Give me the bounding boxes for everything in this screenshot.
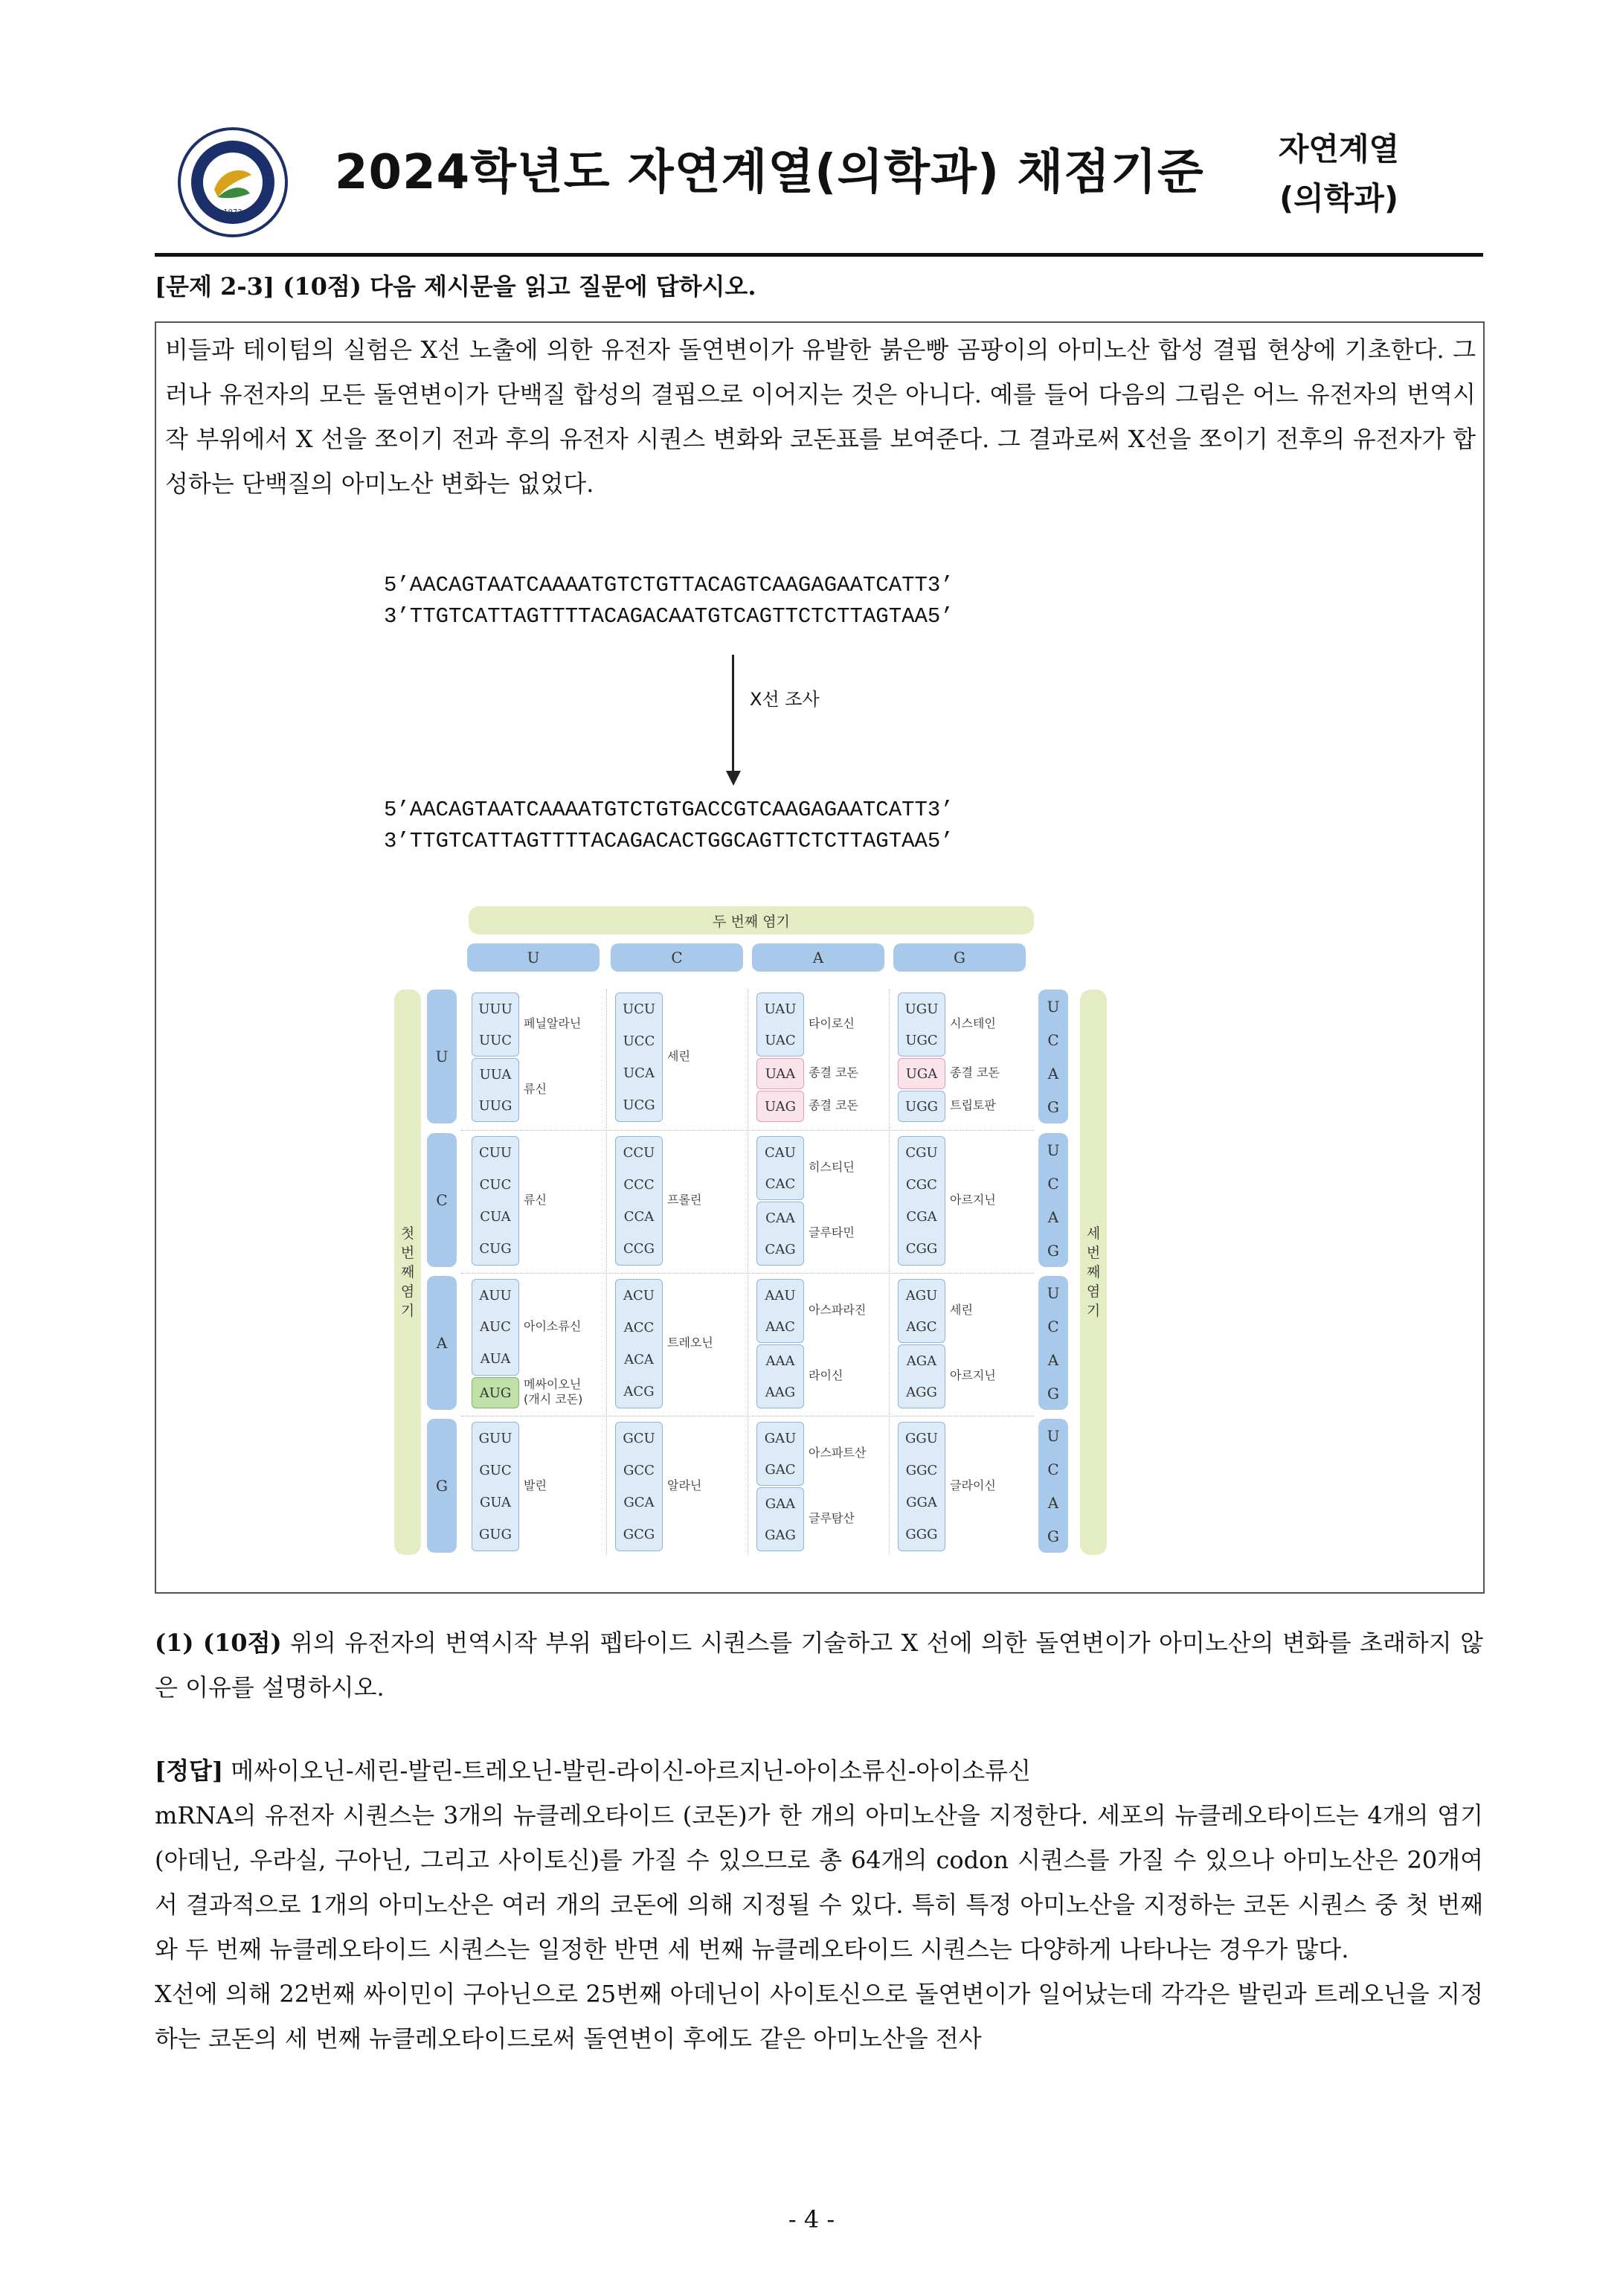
question-points: (10점) [283, 272, 361, 301]
codon-group [472, 1422, 519, 1551]
codon-group [756, 1091, 804, 1122]
codon-group [898, 1136, 945, 1266]
codon-CUU: CUU [478, 1145, 512, 1161]
codon-ACG: ACG [623, 1384, 655, 1399]
amino-acid-label [950, 1368, 996, 1383]
codon-group [756, 1422, 804, 1486]
codon-GGG: GGG [905, 1527, 938, 1542]
codon-CCC: CCC [623, 1177, 655, 1193]
third-base-column [1038, 1419, 1068, 1553]
codon-CGA: CGA [906, 1209, 937, 1225]
first-base-C: C [427, 1133, 457, 1267]
codon-UUA: UUA [479, 1066, 512, 1083]
third-base-C: C [1047, 1460, 1059, 1478]
codon-CUG: CUG [479, 1241, 512, 1257]
codon-UUG: UUG [478, 1097, 512, 1114]
third-base-header: 세 번 째 염 기 [1080, 990, 1107, 1555]
codon-ACA: ACA [624, 1352, 654, 1367]
first-base-G: G [427, 1419, 457, 1553]
amino-acid-label [950, 1478, 996, 1493]
amino-acid-note: (개시 코돈) [524, 1392, 583, 1406]
codon-group [472, 1058, 519, 1122]
amino-acid-name: 발린 [524, 1478, 547, 1492]
university-logo [177, 126, 289, 238]
amino-acid-label [667, 1049, 690, 1064]
second-base-C: C [611, 943, 743, 972]
codon-AAA: AAA [765, 1353, 795, 1369]
amino-acid-name: 세린 [667, 1049, 690, 1063]
answer-peptide: 메싸이오닌-세린-발린-트레오닌-발린-라이신-아르지닌-아이소류신-아이소류신 [231, 1757, 1031, 1785]
amino-acid-name: 종결 코돈 [809, 1098, 858, 1112]
amino-acid-label [950, 1303, 973, 1318]
codon-ACU: ACU [623, 1288, 655, 1303]
codon-CUC: CUC [479, 1177, 512, 1193]
amino-acid-label [950, 1016, 996, 1031]
question-prompt: 다음 제시문을 읽고 질문에 답하시오. [370, 272, 756, 301]
amino-acid-label [809, 1303, 866, 1318]
amino-acid-name: 타이로신 [809, 1016, 855, 1030]
page-number: - 4 - [788, 2205, 835, 2234]
codon-group [756, 1202, 804, 1266]
codon-AGG: AGG [906, 1384, 937, 1400]
codon-UCA: UCA [623, 1065, 655, 1081]
codon-GAA: GAA [765, 1495, 796, 1512]
amino-acid-label [524, 1016, 581, 1031]
codon-AAC: AAC [765, 1318, 795, 1335]
amino-acid-name: 글라이신 [950, 1478, 996, 1492]
codon-group [756, 993, 804, 1056]
codon-group [898, 1091, 945, 1122]
amino-acid-label [950, 1193, 996, 1208]
grid-divider-vertical [606, 990, 607, 1555]
codon-GCG: GCG [623, 1527, 655, 1542]
amino-acid-name: 메싸이오닌 [524, 1377, 582, 1391]
grid-divider-horizontal [461, 1130, 1034, 1131]
amino-acid-label [667, 1478, 701, 1493]
amino-acid-name: 트립토판 [950, 1098, 996, 1112]
amino-acid-name: 페닐알라닌 [524, 1016, 582, 1030]
codon-CAA: CAA [765, 1210, 795, 1226]
codon-GAG: GAG [765, 1527, 796, 1543]
amino-acid-label [524, 1193, 547, 1208]
codon-UAG: UAG [765, 1098, 796, 1115]
sequence-before-bottom: 3’TTGTCATTAGTTTTACAGACAATGTCAGTTCTCTTAGTAA5’ [384, 604, 954, 629]
amino-acid-label [950, 1065, 1000, 1080]
category-label [1264, 125, 1413, 223]
xray-label: X선 조사 [750, 689, 820, 710]
second-base-A: A [752, 943, 884, 972]
codon-group [472, 1279, 519, 1376]
codon-UGC: UGC [905, 1032, 938, 1048]
codon-UCU: UCU [622, 1001, 656, 1017]
codon-CCU: CCU [623, 1145, 655, 1161]
codon-group [472, 1136, 519, 1266]
second-base-U: U [467, 943, 600, 972]
question-label: [문제 2-3] [155, 272, 275, 301]
codon-group [615, 993, 663, 1122]
amino-acid-name: 글루탐산 [809, 1511, 855, 1525]
amino-acid-name: 알라닌 [667, 1478, 702, 1492]
codon-AAG: AAG [765, 1384, 796, 1400]
third-base-column [1038, 1276, 1068, 1410]
codon-AUA: AUA [480, 1351, 511, 1367]
codon-group [898, 1279, 945, 1343]
codon-UCG: UCG [623, 1097, 655, 1113]
amino-acid-label [809, 1065, 858, 1080]
codon-table [394, 906, 1108, 1553]
amino-acid-label [524, 1082, 547, 1097]
codon-GCC: GCC [623, 1463, 655, 1478]
amino-acid-name: 종결 코돈 [950, 1065, 1000, 1080]
third-base-U: U [1047, 1141, 1060, 1159]
codon-UGU: UGU [904, 1001, 939, 1017]
sequence-after-top: 5’AACAGTAATCAAAATGTCTGTGACCGTCAAGAGAATCATT3’ [384, 798, 954, 822]
codon-AUU: AUU [479, 1287, 512, 1303]
category-line-1: 자연계열 [1278, 131, 1400, 167]
answer-paragraph-1: mRNA의 유전자 시퀀스는 3개의 뉴클레오타이드 (코돈)가 한 개의 아미노산을 지정한다. 세포의 뉴클레오타이드는 4개의 염기 (아데닌, 우라실, 구아닌, 그리고 사이토신)를 가질 수 있으므로 총 64개의 codon 시퀀스를 가질 수 있으나 아미노산은 20개여서 결과적으로 1개의 아미노산은 여러 개의 코돈에 의해 지정될 수 있다. 특히 특정 아미노산을 지정하는 코돈 시퀀스 중 첫 번째와 두 번째 뉴클레오타이드 시퀀스는 일정한 반면 세 번째 뉴클레오타이드 시퀀스는 다양하게 나타나는 경우가 많다. [155, 1801, 1483, 1963]
amino-acid-label [809, 1225, 855, 1240]
codon-AUG: AUG [479, 1385, 512, 1401]
amino-acid-label [524, 1478, 547, 1493]
sequence-after-bottom: 3’TTGTCATTAGTTTTACAGACACTGGCAGTTCTCTTAGTAA5’ [384, 829, 954, 853]
header-divider [155, 253, 1483, 257]
amino-acid-label [950, 1098, 996, 1113]
codon-CAU: CAU [765, 1144, 796, 1161]
codon-GGA: GGA [906, 1495, 937, 1510]
amino-acid-label [809, 1160, 855, 1175]
codon-AAU: AAU [765, 1287, 796, 1303]
answer-peptide-line [155, 1748, 1483, 1793]
amino-acid-label [667, 1335, 713, 1350]
codon-group [472, 993, 519, 1056]
codon-group [898, 993, 945, 1056]
codon-CAC: CAC [765, 1176, 796, 1192]
codon-GUU: GUU [478, 1431, 512, 1446]
subquestion-text: 위의 유전자의 번역시작 부위 펩타이드 시퀀스를 기술하고 X 선에 의한 돌연변이가 아미노산의 변화를 초래하지 않은 이유를 설명하시오. [155, 1629, 1483, 1702]
grid-divider-horizontal [461, 1416, 1034, 1417]
amino-acid-name: 히스티딘 [809, 1160, 855, 1174]
amino-acid-name: 시스테인 [950, 1016, 996, 1030]
amino-acid-name: 아이소류신 [524, 1319, 582, 1333]
third-base-G: G [1047, 1241, 1059, 1260]
amino-acid-label [809, 1368, 843, 1383]
third-base-column [1038, 1133, 1068, 1267]
grid-divider-horizontal [461, 1273, 1034, 1274]
university-seal-icon [177, 126, 289, 238]
second-base-header: 두 번째 염기 [469, 906, 1034, 934]
amino-acid-label [809, 1016, 855, 1031]
third-base-A: A [1047, 1493, 1059, 1512]
amino-acid-name: 아르지닌 [950, 1193, 996, 1207]
subquestion-label: (1) (10점) [155, 1629, 282, 1657]
third-base-U: U [1047, 997, 1060, 1016]
amino-acid-name: 아르지닌 [950, 1368, 996, 1382]
amino-acid-name: 류신 [524, 1193, 547, 1207]
passage-text: 비들과 테이텀의 실험은 X선 노출에 의한 유전자 돌연변이가 유발한 붉은빵 곰팡이의 아미노산 합성 결핍 현상에 기초한다. 그러나 유전자의 모든 돌연변이가 단백질 합성의 결핍으로 이어지는 것은 아니다. 예를 들어 다음의 그림은 어느 유전자의 번역시작 부위에서 X 선을 쪼이기 전과 후의 유전자 시퀀스 변화와 코돈표를 보여준다. 그 결과로써 X선을 쪼이기 전후의 유전자가 합성하는 단백질의 아미노산 변화는 없었다. [165, 336, 1476, 498]
codon-group [898, 1058, 945, 1089]
answer-label: [정답] [155, 1757, 224, 1785]
subquestion [155, 1620, 1483, 1710]
codon-AGC: AGC [906, 1318, 937, 1335]
codon-GCU: GCU [623, 1431, 655, 1446]
codon-CGG: CGG [905, 1241, 938, 1257]
codon-GGU: GGU [905, 1431, 938, 1446]
third-base-C: C [1047, 1030, 1059, 1049]
third-base-G: G [1047, 1097, 1059, 1116]
codon-GGC: GGC [905, 1463, 938, 1478]
amino-acid-label [667, 1193, 701, 1208]
codon-AUC: AUC [480, 1319, 511, 1335]
codon-GCA: GCA [623, 1495, 655, 1510]
category-line-2: (의학과) [1279, 180, 1399, 217]
amino-acid-label [809, 1511, 855, 1526]
page-title: 2024학년도 자연계열(의학과) 채점기준 [335, 145, 1204, 200]
third-base-C: C [1047, 1174, 1059, 1193]
codon-GAC: GAC [765, 1461, 796, 1478]
codon-group [615, 1422, 663, 1551]
amino-acid-name: 아스파트산 [809, 1446, 867, 1460]
codon-AGU: AGU [905, 1287, 938, 1303]
codon-CAG: CAG [765, 1241, 796, 1257]
codon-UCC: UCC [623, 1033, 655, 1049]
third-base-A: A [1047, 1064, 1059, 1083]
third-base-U: U [1047, 1426, 1060, 1445]
codon-group [615, 1279, 663, 1408]
first-base-U: U [427, 990, 457, 1123]
amino-acid-label [809, 1098, 858, 1113]
amino-acid-name: 류신 [524, 1082, 547, 1096]
codon-UAA: UAA [765, 1065, 796, 1082]
amino-acid-label [524, 1377, 582, 1407]
codon-GAU: GAU [764, 1430, 797, 1446]
grid-divider-vertical [889, 990, 890, 1555]
third-base-U: U [1047, 1283, 1060, 1302]
first-base-A: A [427, 1276, 457, 1410]
amino-acid-label [809, 1446, 866, 1460]
codon-UUC: UUC [478, 1032, 512, 1048]
svg-text:1973: 1973 [223, 208, 242, 217]
sequence-before-top: 5’AACAGTAATCAAAATGTCTGTTACAGTCAAGAGAATCATT3’ [384, 573, 954, 597]
codon-UGA: UGA [905, 1065, 938, 1082]
amino-acid-name: 프롤린 [667, 1193, 702, 1207]
amino-acid-name: 글루타민 [809, 1225, 855, 1240]
codon-CGC: CGC [906, 1177, 937, 1193]
codon-ACC: ACC [623, 1320, 655, 1335]
codon-UAC: UAC [765, 1032, 796, 1048]
amino-acid-name: 종결 코돈 [809, 1065, 858, 1080]
codon-group [615, 1136, 663, 1266]
third-base-A: A [1047, 1350, 1059, 1369]
codon-group [756, 1136, 804, 1200]
third-base-C: C [1047, 1317, 1059, 1335]
codon-group [756, 1279, 804, 1343]
answer-paragraph-2: X선에 의해 22번째 싸이민이 구아닌으로 25번째 아데닌이 사이토신으로 돌연변이가 일어났는데 각각은 발린과 트레오닌을 지정하는 코돈의 세 번째 뉴클레오타이드로써 돌연변이 후에도 같은 아미노산을 전사 [155, 1980, 1483, 2053]
codon-group [756, 1487, 804, 1551]
third-base-G: G [1047, 1384, 1059, 1402]
codon-group [472, 1377, 519, 1408]
amino-acid-name: 아스파라진 [809, 1303, 867, 1317]
third-base-G: G [1047, 1527, 1059, 1545]
amino-acid-label [524, 1319, 581, 1334]
third-base-A: A [1047, 1208, 1059, 1226]
codon-GUG: GUG [479, 1527, 512, 1542]
codon-group [756, 1344, 804, 1408]
first-base-header: 첫 번 째 염 기 [394, 990, 421, 1555]
answer-section [155, 1748, 1483, 2061]
codon-group [898, 1422, 945, 1551]
codon-UAU: UAU [764, 1001, 797, 1017]
codon-GUA: GUA [480, 1495, 511, 1510]
codon-group [756, 1058, 804, 1089]
codon-GUC: GUC [479, 1463, 512, 1478]
down-arrow-icon [732, 655, 734, 774]
codon-CCG: CCG [623, 1241, 655, 1257]
third-base-column [1038, 990, 1068, 1123]
question-heading [155, 268, 756, 302]
amino-acid-name: 트레오닌 [667, 1335, 713, 1350]
codon-CUA: CUA [480, 1209, 511, 1225]
codon-CCA: CCA [623, 1209, 655, 1225]
second-base-G: G [893, 943, 1026, 972]
codon-AGA: AGA [906, 1353, 937, 1369]
amino-acid-name: 라이신 [809, 1368, 843, 1382]
codon-UGG: UGG [905, 1098, 938, 1115]
codon-group [898, 1344, 945, 1408]
amino-acid-name: 세린 [950, 1303, 973, 1317]
arrow-head-icon [726, 771, 741, 786]
codon-CGU: CGU [905, 1145, 938, 1161]
codon-UUU: UUU [478, 1001, 512, 1017]
